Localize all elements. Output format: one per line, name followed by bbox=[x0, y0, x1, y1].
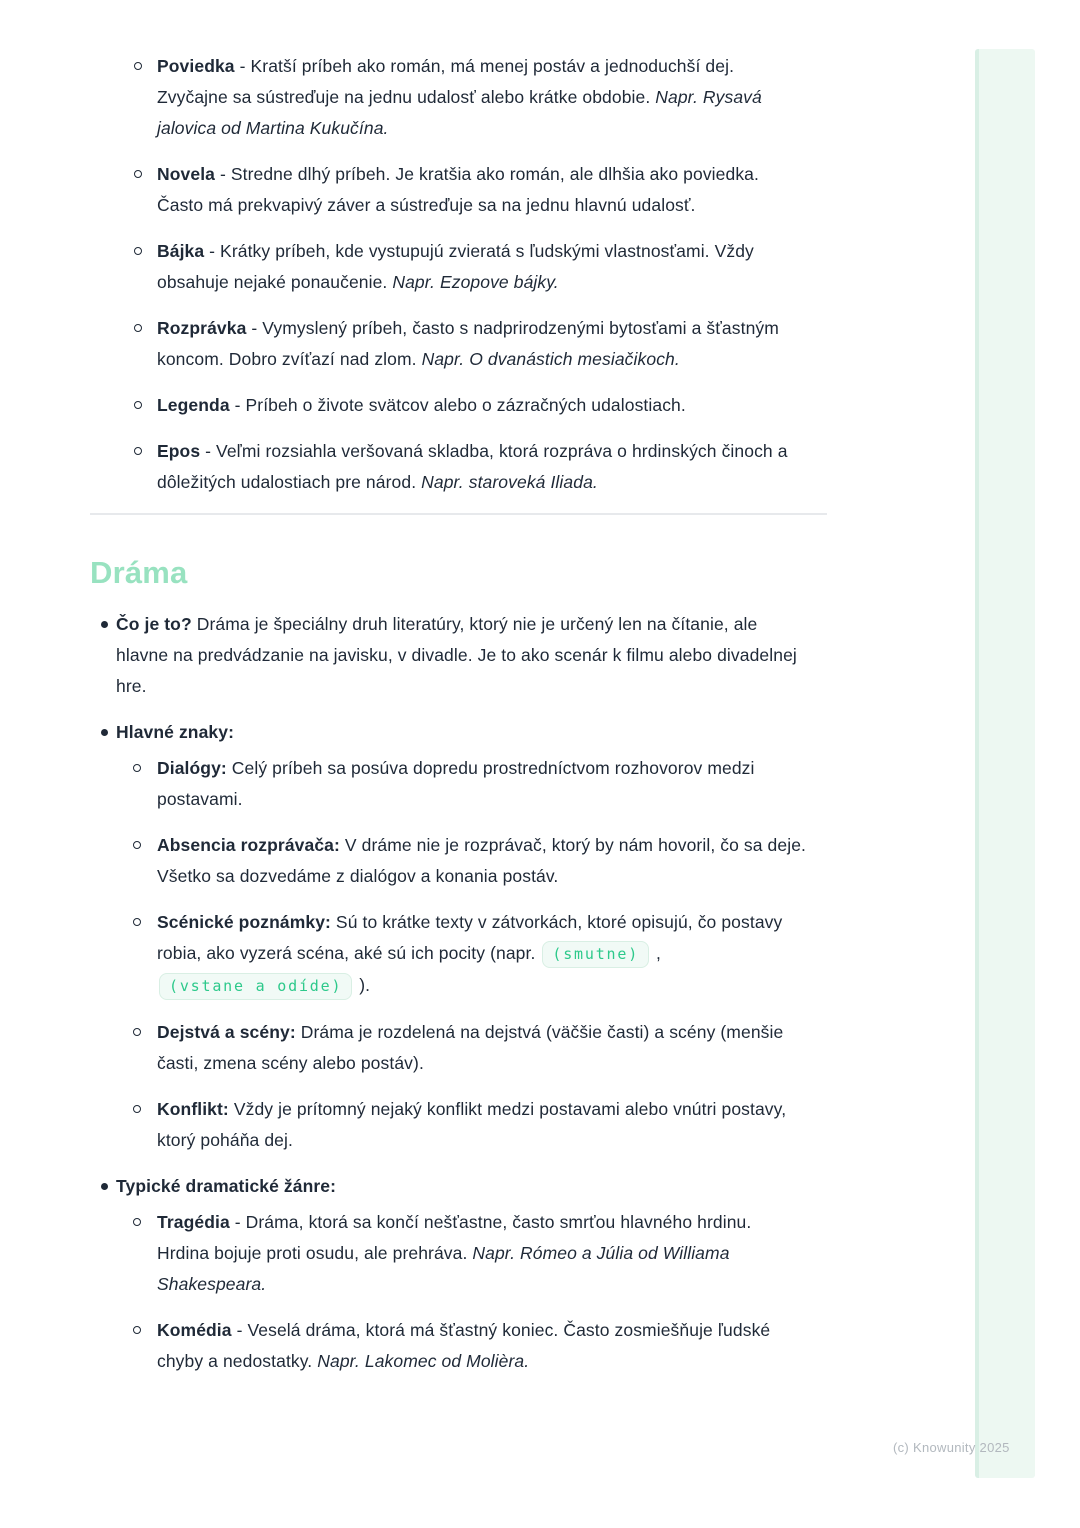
italic-example: Napr. Rómeo a Júlia od Williama Shakespeara. bbox=[157, 1243, 730, 1294]
body-text: V dráme nie je rozprávač, ktorý by nám hovoril, čo sa deje. Všetko sa dozvedáme z dialógov a konania postáv. bbox=[157, 835, 806, 886]
bold-term: Bájka bbox=[157, 241, 205, 261]
list-item-epos bbox=[90, 436, 807, 498]
bold-term: Konflikt: bbox=[157, 1099, 229, 1119]
body-text: ). bbox=[354, 975, 371, 995]
bold-term: Tragédia bbox=[157, 1212, 230, 1232]
list-item-komedia bbox=[116, 1315, 807, 1377]
section-heading-drama: Dráma bbox=[90, 555, 188, 590]
list-item-dejstva-a-sceny bbox=[116, 1017, 807, 1079]
list-item-legenda bbox=[90, 390, 807, 421]
bold-term: Čo je to? bbox=[116, 614, 192, 634]
body-text: - Príbeh o živote svätcov alebo o zázračných udalostiach. bbox=[229, 395, 686, 415]
drama-list bbox=[90, 609, 807, 1377]
list-item-dialogy bbox=[116, 753, 807, 815]
body-text: - Krátky príbeh, kde vystupujú zvieratá s ľudskými vlastnosťami. Vždy obsahuje nejaké ponaučenie. bbox=[157, 241, 754, 292]
bold-term: Novela bbox=[157, 164, 215, 184]
body-text: - Vymyslený príbeh, často s nadprirodzenými bytosťami a šťastným koncom. Dobro zvíťazí nad zlom. bbox=[157, 318, 779, 369]
list-item-absencia-rozpravaca bbox=[116, 830, 807, 892]
bold-term: Epos bbox=[157, 441, 201, 461]
bold-term: Hlavné znaky: bbox=[116, 722, 235, 742]
body-text: Dráma je špeciálny druh literatúry, ktorý nie je určený len na čítanie, ale hlavne na predvádzanie na javisku, v divadle. Je to ako scenár k filmu alebo divadelnej hre. bbox=[116, 614, 797, 696]
inline-code-chip: (smutne) bbox=[542, 941, 649, 968]
bold-term: Komédia bbox=[157, 1320, 232, 1340]
bold-term: Scénické poznámky: bbox=[157, 912, 331, 932]
typicke-zanre-label bbox=[116, 1176, 336, 1196]
list-item-tragedia bbox=[116, 1207, 807, 1300]
list-item-rozpravka bbox=[90, 313, 807, 375]
italic-example: Napr. Lakomec od Molièra. bbox=[317, 1351, 530, 1371]
list-item-novela bbox=[90, 159, 807, 221]
page-edge-accent-strip bbox=[975, 49, 1035, 1478]
italic-example: Napr. O dvanástich mesiačikoch. bbox=[421, 349, 680, 369]
drama-genres-list bbox=[116, 1207, 807, 1377]
body-text: - Dráma, ktorá sa končí nešťastne, často smrťou hlavného hrdinu. Hrdina bojuje proti osudu, ale prehráva. bbox=[157, 1212, 752, 1263]
list-item-scenicke-poznamky bbox=[116, 907, 807, 1002]
body-text: Vždy je prítomný nejaký konflikt medzi postavami alebo vnútri postavy, ktorý poháňa dej. bbox=[157, 1099, 787, 1150]
bold-term: Typické dramatické žánre: bbox=[116, 1176, 337, 1196]
body-text: Sú to krátke texty v zátvorkách, ktoré opisujú, čo postavy robia, ako vyzerá scéna, aké sú ich pocity (napr. bbox=[157, 912, 783, 963]
epic-genre-list bbox=[90, 51, 807, 498]
body-text: - Stredne dlhý príbeh. Je kratšia ako román, ale dlhšia ako poviedka. Často má prekvapivý záver a sústreďuje sa na jednu hlavnú udalosť. bbox=[157, 164, 759, 215]
drama-features-list bbox=[116, 753, 807, 1156]
bold-term: Legenda bbox=[157, 395, 230, 415]
body-text: , bbox=[651, 943, 661, 963]
italic-example: Napr. Ezopove bájky. bbox=[392, 272, 559, 292]
body-text: Celý príbeh sa posúva dopredu prostredníctvom rozhovorov medzi postavami. bbox=[157, 758, 755, 809]
section-divider bbox=[90, 513, 827, 515]
body-text: - Veľmi rozsiahla veršovaná skladba, ktorá rozpráva o hrdinských činoch a dôležitých udalostiach pre národ. bbox=[157, 441, 788, 492]
document-content bbox=[90, 0, 807, 1392]
italic-example: Napr. Rysavá jalovica od Martina Kukučína. bbox=[157, 87, 762, 138]
body-text: - Kratší príbeh ako román, má menej postáv a jednoduchší dej. Zvyčajne sa sústreďuje na jednu udalosť alebo krátke obdobie. bbox=[157, 56, 735, 107]
list-item-hlavne-znaky bbox=[90, 717, 807, 1156]
italic-example: Napr. staroveká Iliada. bbox=[421, 472, 598, 492]
list-item-typicke-zanre bbox=[90, 1171, 807, 1377]
hlavne-znaky-label bbox=[116, 722, 234, 742]
body-text: Dráma je rozdelená na dejstvá (väčšie časti) a scény (menšie časti, zmena scény alebo postáv). bbox=[157, 1022, 784, 1073]
list-item-poviedka bbox=[90, 51, 807, 144]
list-item-co-je-to bbox=[90, 609, 807, 702]
copyright-text: (c) Knowunity 2025 bbox=[893, 1440, 1010, 1455]
bold-term: Poviedka bbox=[157, 56, 235, 76]
inline-code-chip: (vstane a odíde) bbox=[159, 973, 352, 1000]
list-item-bajka bbox=[90, 236, 807, 298]
bold-term: Rozprávka bbox=[157, 318, 247, 338]
bold-term: Dejstvá a scény: bbox=[157, 1022, 296, 1042]
list-item-konflikt bbox=[116, 1094, 807, 1156]
body-text: - Veselá dráma, ktorá má šťastný koniec. Často zosmiešňuje ľudské chyby a nedostatky. bbox=[157, 1320, 771, 1371]
bold-term: Absencia rozprávača: bbox=[157, 835, 340, 855]
bold-term: Dialógy: bbox=[157, 758, 227, 778]
